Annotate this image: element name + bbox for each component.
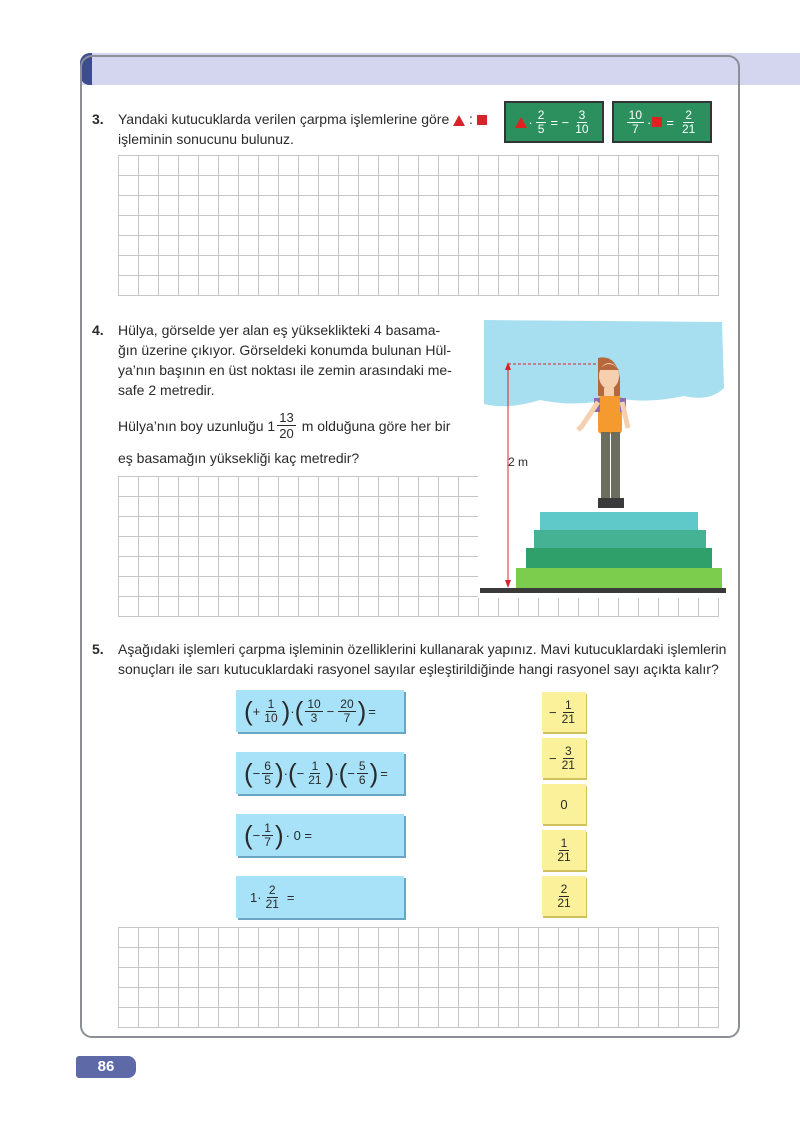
q4-line: safe 2 metredir.: [118, 382, 215, 398]
fraction: $\frac{3}{10}$: [575, 107, 589, 136]
mixed-fraction: $\frac{13}{20}$: [279, 410, 294, 441]
yellow-number-2[interactable]: − $\frac{3}{21}$: [542, 738, 586, 778]
fraction: $\frac{2}{5}$: [537, 107, 545, 136]
q3-number: 3.: [92, 111, 104, 127]
red-square-icon: [477, 115, 487, 125]
q3-line1: Yandaki kutucuklarda verilen çarpma işlemlerine göre: [118, 111, 450, 127]
step-1: [516, 568, 722, 588]
yellow-number-5[interactable]: $\frac{2}{21}$: [542, 876, 586, 916]
q4-line: ya’nın başının en üst noktası ile zemin arasındaki me-: [118, 362, 452, 378]
q5-answer-grid[interactable]: [118, 927, 719, 1028]
q4-last-line: eş basamağın yüksekliği kaç metredir?: [118, 450, 360, 466]
q4-text: [118, 320, 460, 400]
q3-colon: :: [469, 111, 473, 127]
square-icon: [652, 117, 662, 127]
q5-line2: sonuçları ile sarı kutucuklardaki rasyonel sayılar eşleştirildiğinde hangi rasyonel sayı açıkta kalır?: [118, 661, 719, 677]
blue-expression-1[interactable]: ( + $\frac{1}{10}$ ) · ( $\frac{10}{3}$ − $\frac{20}{7}$ ) =: [236, 690, 404, 732]
fraction: $\frac{2}{21}$: [681, 107, 696, 136]
yellow-number-3[interactable]: 0: [542, 784, 586, 824]
q4-number: 4.: [92, 322, 104, 338]
page-number: 86: [76, 1056, 136, 1078]
q3-equation-box-2: $\frac{10}{7}$ · = $\frac{2}{21}$: [612, 101, 712, 143]
q4-line: ğın üzerine çıkıyor. Görseldeki konumda bulunan Hül-: [118, 342, 452, 358]
q4-line: Hülya, görselde yer alan eş yükseklikteki 4 basama-: [118, 322, 441, 338]
q3-line2: işleminin sonucunu bulunuz.: [118, 131, 294, 147]
q4-height-line: Hülya’nın boy uzunluğu 1 $\frac{13}{20}$ m olduğuna göre her bir: [118, 410, 451, 441]
q3-text: [118, 109, 498, 129]
step-2: [526, 548, 712, 568]
blue-expression-4[interactable]: 1· $\frac{2}{21}$ =: [236, 876, 404, 918]
red-triangle-icon: [453, 115, 465, 126]
height-label: 2 m: [508, 455, 529, 469]
q4-staircase-figure: [478, 318, 728, 598]
triangle-icon: [515, 117, 527, 128]
q3-answer-grid[interactable]: [118, 155, 719, 296]
q3-equation-box-1: · $\frac{2}{5}$ = − $\frac{3}{10}$: [504, 101, 604, 143]
step-3: [534, 530, 706, 548]
q5-number: 5.: [92, 641, 104, 657]
ground-line: [480, 588, 726, 593]
fraction: $\frac{10}{7}$: [628, 107, 643, 136]
step-4: [540, 512, 698, 530]
yellow-number-1[interactable]: − $\frac{1}{21}$: [542, 692, 586, 732]
blue-expression-3[interactable]: ( − $\frac{1}{7}$ ) · 0 =: [236, 814, 404, 856]
blue-expression-2[interactable]: ( − $\frac{6}{5}$ ) · ( − $\frac{1}{21}$ ) · ( − $\frac{5}{6}$ ) =: [236, 752, 404, 794]
equals-sign: = −: [550, 114, 570, 130]
yellow-number-4[interactable]: $\frac{1}{21}$: [542, 830, 586, 870]
equals-sign: =: [666, 114, 674, 130]
q5-line1: Aşağıdaki işlemleri çarpma işleminin özelliklerini kullanarak yapınız. Mavi kutucuklardaki işlemlerin: [118, 641, 727, 657]
